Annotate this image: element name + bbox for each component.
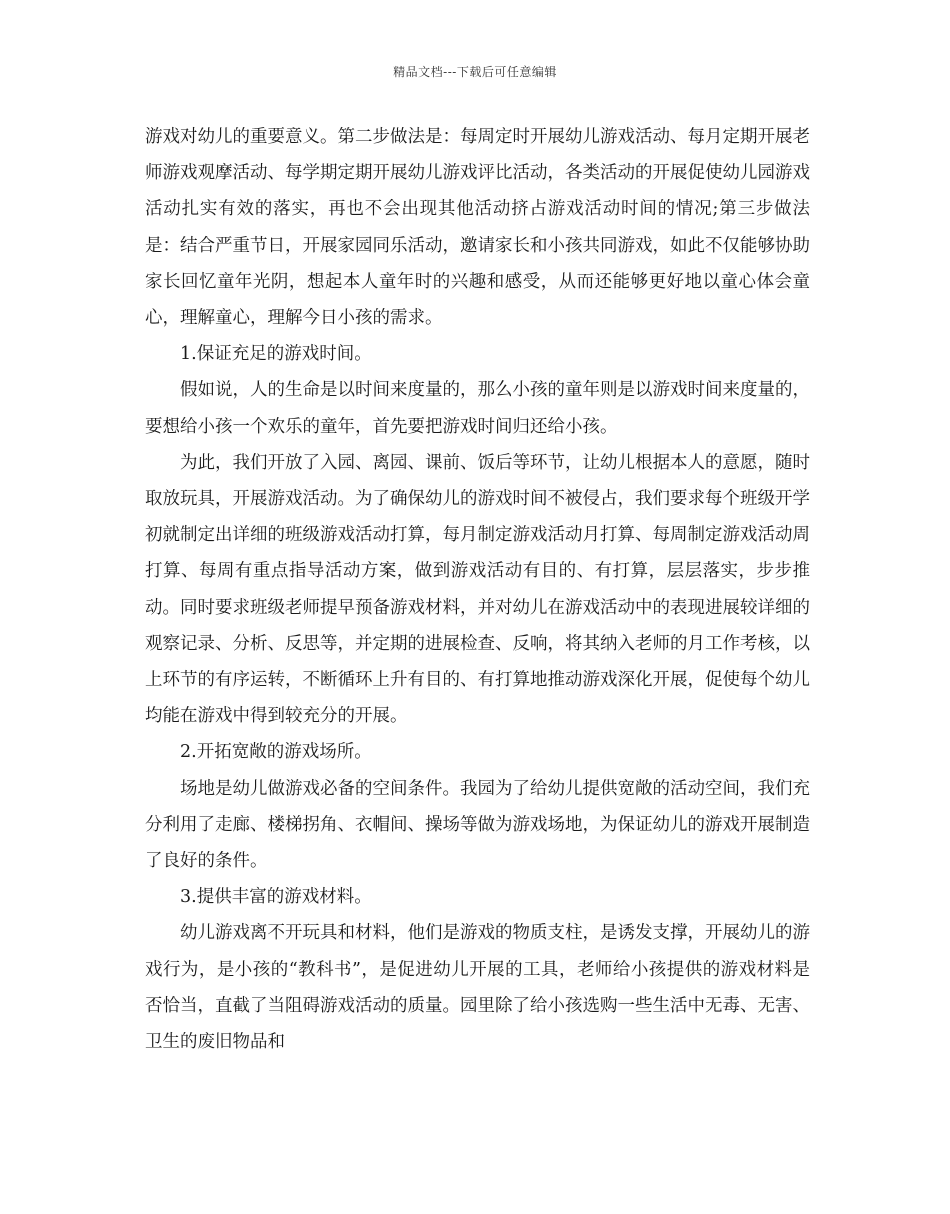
section-heading-2: 2.开拓宽敞的游戏场所。 [180,742,372,763]
document-body [145,119,810,1060]
section-heading-3: 3.提供丰富的游戏材料。 [180,887,372,908]
section-heading-1: 1.保证充足的游戏时间。 [180,344,372,365]
paragraph-continuation: 游戏对幼儿的重要意义。第二步做法是：每周定时开展幼儿游戏活动、每月定期开展老师游戏观摩活动、每学期定期开展幼儿游戏评比活动，各类活动的开展促使幼儿园游戏活动扎实有效的落实，再也不会出现其他活动挤占游戏活动时间的情况;第三步做法是：结合严重节日，开展家园同乐活动，邀请家长和小孩共同游戏，如此不仅能够协助家长回忆童年光阴，想起本人童年时的兴趣和感受，从而还能够更好地以童心体会童心，理解童心，理解今日小孩的需求。 [145,127,810,329]
paragraph-venue: 场地是幼儿做游戏必备的空间条件。我园为了给幼儿提供宽敞的活动空间，我们充分利用了走廊、楼梯拐角、衣帽间、操场等做为游戏场地，为保证幼儿的游戏开展制造了良好的条件。 [145,778,810,872]
paragraph-measures: 为此，我们开放了入园、离园、课前、饭后等环节，让幼儿根据本人的意愿，随时取放玩具，开展游戏活动。为了确保幼儿的游戏时间不被侵占，我们要求每个班级开学初就制定出详细的班级游戏活动打算，每月制定游戏活动月打算、每周制定游戏活动周打算、每周有重点指导活动方案，做到游戏活动有目的、有打算，层层落实，步步推动。同时要求班级老师提早预备游戏材料，并对幼儿在游戏活动中的表现进展较详细的观察记录、分析、反思等，并定期的进展检查、反响，将其纳入老师的月工作考核，以上环节的有序运转，不断循环上升有目的、有打算地推动游戏深化开展，促使每个幼儿均能在游戏中得到较充分的开展。 [145,452,810,727]
paragraph-game-time: 假如说，人的生命是以时间来度量的，那么小孩的童年则是以游戏时间来度量的，要想给小孩一个欢乐的童年，首先要把游戏时间归还给小孩。 [145,380,810,437]
paragraph-materials: 幼儿游戏离不开玩具和材料，他们是游戏的物质支柱，是诱发支撑，开展幼儿的游戏行为，是小孩的“教科书”，是促进幼儿开展的工具，老师给小孩提供的游戏材料是否恰当，直截了当阻碍游戏活动的质量。园里除了给小孩选购一些生活中无毒、无害、卫生的废旧物品和 [145,923,810,1053]
page-header: 精品文档---下载后可任意编辑 [393,65,557,79]
